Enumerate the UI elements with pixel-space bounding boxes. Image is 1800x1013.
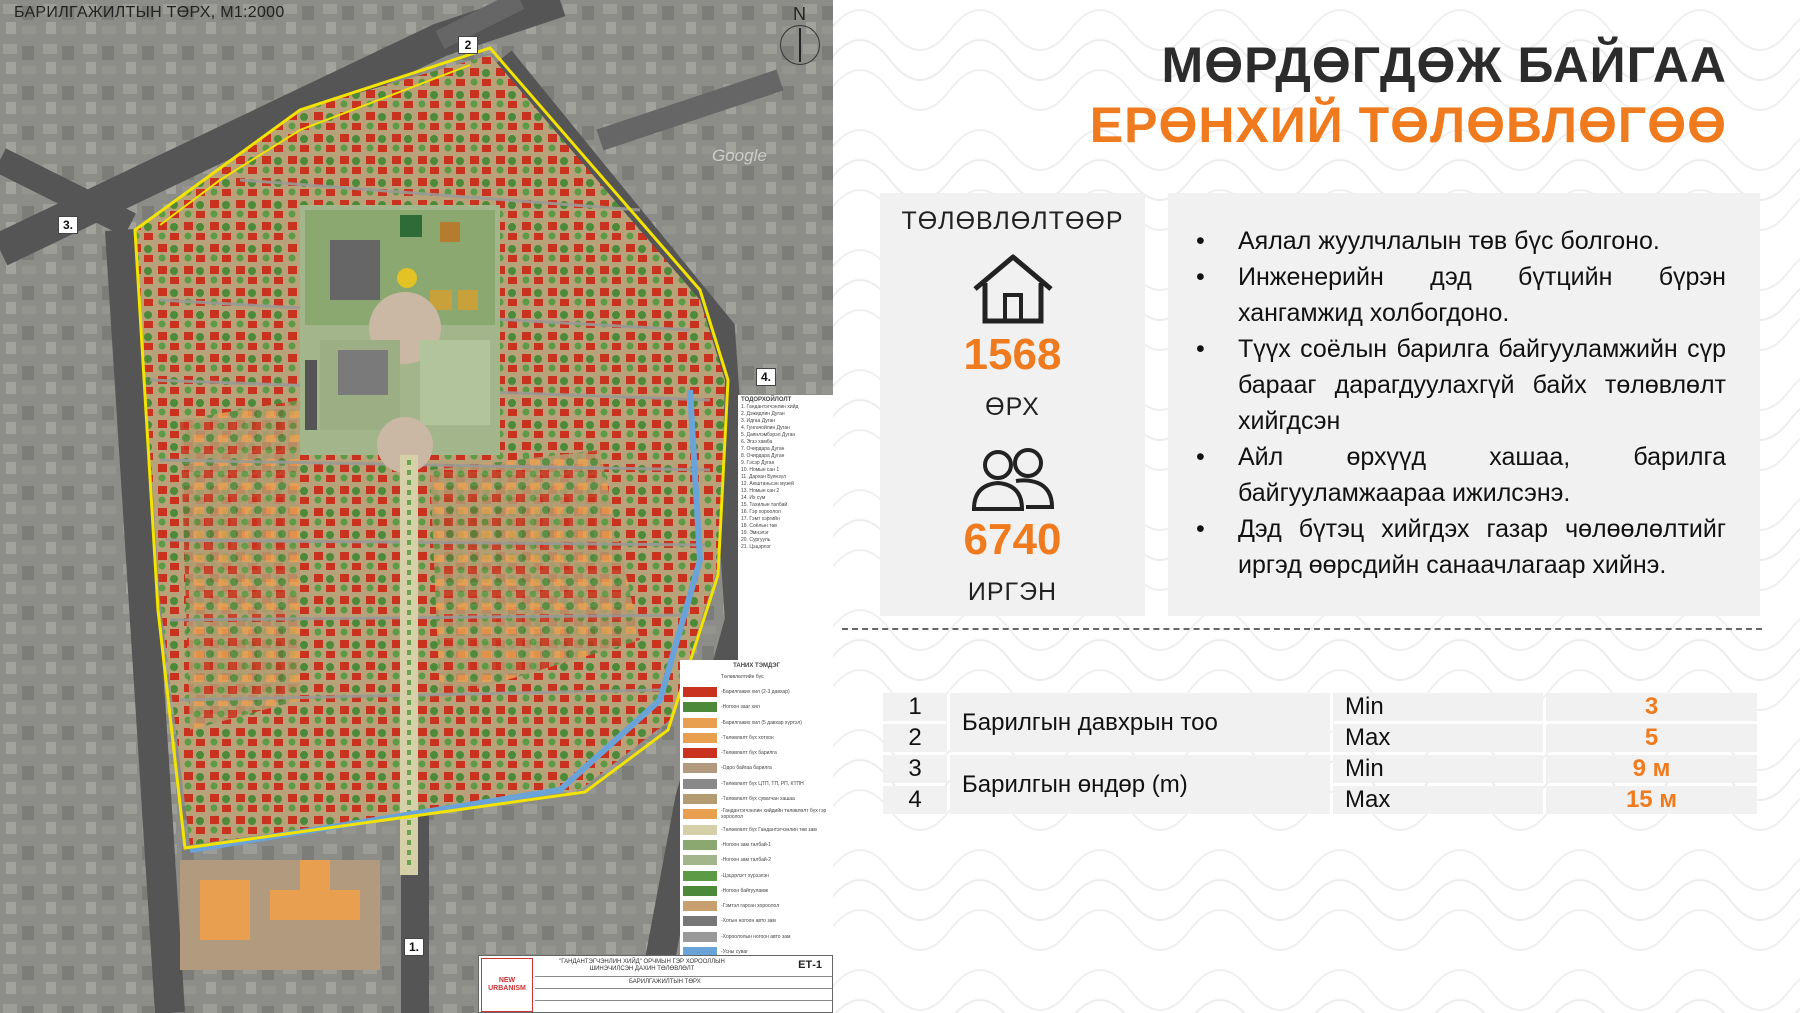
legend-list-item: 1. Гандантэгчэнлин хийд xyxy=(741,404,799,410)
legend-symbol-label: -Гэмтэл гарсан хороолол xyxy=(721,903,780,910)
households-label: ӨРХ xyxy=(985,393,1040,421)
legend-list-item: 13. Номын сан 2 xyxy=(741,488,780,494)
households-value: 1568 xyxy=(963,330,1062,379)
bound-label: Min xyxy=(1333,693,1543,721)
legend-swatch xyxy=(683,763,717,773)
legend-swatch xyxy=(683,901,717,911)
legend-swatch xyxy=(683,672,717,682)
legend-list-heading: ТОДОРХОЙЛОЛТ xyxy=(741,397,792,403)
legend-list-item: 15. Тахилын талбай xyxy=(741,502,788,508)
drawing-title-block xyxy=(478,955,833,1013)
legend-symbol-label: -Одоо байгаа барилга xyxy=(721,765,772,772)
legend-symbol-label: -Төлөвлөлт бүх барилга xyxy=(721,750,777,757)
legend-symbol-row xyxy=(683,807,830,822)
legend-symbol-label: -Төлөвлөлт бүх хотхон xyxy=(721,734,774,741)
legend-swatch xyxy=(683,702,717,712)
headline-line-1: МӨРДӨГДӨЖ БАЙГАА xyxy=(1161,37,1727,93)
legend-symbols xyxy=(680,660,833,955)
legend-swatch xyxy=(683,809,717,819)
road-label-1: 1. xyxy=(404,938,424,956)
legend-list-item: 4. Гунгачойлин Дуган xyxy=(741,425,790,431)
legend-symbol-row xyxy=(683,761,830,776)
legend-list-item: 8. Очирдара Дуган xyxy=(741,453,785,459)
legend-symbol-row xyxy=(683,822,830,837)
legend-swatch xyxy=(683,687,717,697)
legend-symbol-row xyxy=(683,898,830,913)
legend-symbol-row xyxy=(683,837,830,852)
site-plan-map xyxy=(0,0,833,1013)
compass-icon xyxy=(780,25,820,65)
building-spec-table xyxy=(880,690,1760,817)
headline-line-2: ЕРӨНХИЙ ТӨЛӨВЛӨГӨӨ xyxy=(1089,97,1727,153)
legend-symbol-row xyxy=(683,730,830,745)
bound-value: 3 xyxy=(1546,693,1757,721)
plan-note: • Айл өрхүүд хашаа, барилга байгууламжаараа ижилсэнэ. xyxy=(1196,439,1726,511)
legend-list-item: 9. Гэсэр Дуган xyxy=(741,460,775,466)
legend-symbol-label: -Цэцэрлэгт хүрээлэн xyxy=(721,872,769,879)
legend-symbol-label: -Төлөвлөлт бүх Гандантэгчэнлин төв зам xyxy=(721,826,817,833)
legend-list-items xyxy=(741,404,830,551)
legend-symbols-heading: ТАНИХ ТЭМДЭГ xyxy=(733,663,780,669)
north-arrow-label: N xyxy=(793,4,806,24)
section-divider xyxy=(842,628,1762,630)
planning-stats-panel xyxy=(880,193,1145,616)
legend-symbol-row xyxy=(683,791,830,806)
legend-list-item: 2. Дэжидлин Дуган xyxy=(741,411,785,417)
legend-symbol-label: -Хороололын ногоон авто зам xyxy=(721,933,791,940)
legend-swatch xyxy=(683,932,717,942)
legend-list-item: 7. Очирдара Дуган xyxy=(741,446,785,452)
legend-list-item: 18. Соёлын төв xyxy=(741,523,777,529)
legend-symbol-row xyxy=(683,868,830,883)
legend-symbol-rows xyxy=(683,669,830,960)
parameter-name: Барилгын давхрын тоо xyxy=(950,693,1330,752)
legend-list-item: 6. Эгзэ хамба xyxy=(741,439,773,445)
row-number: 3 xyxy=(883,755,947,783)
legend-swatch xyxy=(683,871,717,881)
legend-symbol-label: Төлөвлөлтийн бүс xyxy=(721,673,764,680)
legend-list-item: 11. Дархан Буянзүл xyxy=(741,474,787,480)
legend-symbol-row xyxy=(683,669,830,684)
table-row xyxy=(883,755,1757,783)
legend-symbol-row xyxy=(683,776,830,791)
legend-symbol-row xyxy=(683,914,830,929)
legend-list-item: 20. Сургууль xyxy=(741,537,771,543)
legend-list-item: 3. Идгаа Дуган xyxy=(741,418,775,424)
legend-symbol-row xyxy=(683,853,830,868)
legend-swatch xyxy=(683,748,717,758)
road-label-2: 2 xyxy=(458,36,478,54)
legend-symbol-label: -Барилгажих хил (5 давхар хүртэл) xyxy=(721,719,802,726)
legend-swatch xyxy=(683,794,717,804)
legend-symbol-label: -Усны суваг xyxy=(721,948,748,955)
legend-swatch xyxy=(683,855,717,865)
road-label-4: 4. xyxy=(756,368,776,386)
legend-list-item: 17. Гэмт хэргийн xyxy=(741,516,780,522)
legend-swatch xyxy=(683,733,717,743)
bound-value: 9 м xyxy=(1546,755,1757,783)
legend-swatch xyxy=(683,779,717,789)
legend-symbol-label: -Гандантэгчэнлин хийдийн төлөвлөлт бүх гэр хороолол xyxy=(721,808,827,821)
plan-note: • Аялал жуулчлалын төв бүс болгоно. xyxy=(1196,223,1726,259)
table-row xyxy=(883,693,1757,721)
plan-note: • Инженерийн дэд бүтцийн бүрэн хангамжид холбогдоно. xyxy=(1196,259,1726,331)
bound-label: Max xyxy=(1333,786,1543,814)
legend-symbol-row xyxy=(683,745,830,760)
legend-symbol-label: -Ногоон байгууламж xyxy=(721,887,768,894)
residents-value: 6740 xyxy=(963,515,1062,564)
row-number: 1 xyxy=(883,693,947,721)
legend-list-item: 14. Их сүм xyxy=(741,495,766,501)
bound-value: 15 м xyxy=(1546,786,1757,814)
people-icon xyxy=(968,445,1058,513)
legend-symbol-row xyxy=(683,883,830,898)
map-title: БАРИЛГАЖИЛТЫН ТӨРХ, M1:2000 xyxy=(14,4,285,21)
stats-heading: ТӨЛӨВЛӨЛТӨӨР xyxy=(901,207,1124,235)
legend-swatch xyxy=(683,840,717,850)
bound-value: 5 xyxy=(1546,724,1757,752)
house-icon xyxy=(971,253,1055,325)
legend-symbol-label: -Ногоон зааг хил xyxy=(721,704,760,711)
legend-symbol-row xyxy=(683,700,830,715)
legend-list-item: 5. Даянлэмбэрэл Дуган xyxy=(741,432,796,438)
bound-label: Min xyxy=(1333,755,1543,783)
legend-list xyxy=(738,395,833,660)
legend-symbol-row xyxy=(683,715,830,730)
plan-note: • Дэд бүтэц хийгдэх газар чөлөөлөлтийг иргэд өөрсдийн санаачлагаар хийнэ. xyxy=(1196,511,1726,583)
legend-list-item: 12. Аюштаньсэн музей xyxy=(741,481,794,487)
legend-symbol-label: -Төлөвлөлт бүх ЦТП, ТП, РП, КТПН xyxy=(721,780,804,787)
legend-list-item: 19. Эмнэлэг xyxy=(741,530,769,536)
bound-label: Max xyxy=(1333,724,1543,752)
firm-logo: NEW URBANISM xyxy=(481,958,533,1012)
legend-symbol-row xyxy=(683,929,830,944)
map-watermark: Google xyxy=(712,146,767,165)
plan-notes-panel xyxy=(1168,193,1760,616)
legend-swatch xyxy=(683,825,717,835)
legend-list-item: 10. Номын сан 1 xyxy=(741,467,780,473)
title-block-sheet-code: ЕТ-1 xyxy=(798,959,822,971)
legend-symbol-label: -Барилгажих хил (2-3 давхар) xyxy=(721,688,790,695)
legend-symbol-row xyxy=(683,684,830,699)
title-block-project: "ГАНДАНТЭГЧЭНЛИН ХИЙД" ОРЧМЫН ГЭР ХОРООЛЛЫН ШИНЭЧИЛСЭН ДАХИН ТӨЛӨВЛӨЛТ xyxy=(559,959,725,972)
row-number: 2 xyxy=(883,724,947,752)
legend-symbol-label: -Ногоон зам талбай-2 xyxy=(721,857,772,864)
legend-symbol-label: -Хотын ногоон авто зам xyxy=(721,918,776,925)
legend-swatch xyxy=(683,886,717,896)
legend-symbol-label: -Ногоон зам талбай-1 xyxy=(721,841,772,848)
legend-swatch xyxy=(683,916,717,926)
legend-list-item: 16. Гэр хороолол xyxy=(741,509,781,515)
road-label-3: 3. xyxy=(58,216,78,234)
legend-swatch xyxy=(683,718,717,728)
title-block-sheet-name: БАРИЛГАЖИЛТЫН ТӨРХ xyxy=(629,979,701,985)
legend-list-item: 21. Цэцэрлэг xyxy=(741,544,771,550)
parameter-name: Барилгын өндөр (m) xyxy=(950,755,1330,814)
plan-notes-list xyxy=(1196,223,1726,583)
plan-note: • Түүх соёлын барилга байгууламжийн сүр барааг дарагдуулахгүй байх төлөвлөлт хийгдсэн xyxy=(1196,331,1726,439)
row-number: 4 xyxy=(883,786,947,814)
legend-symbol-label: -Төлөвлөлт бүх сувагчан хашаа xyxy=(721,796,795,803)
residents-label: ИРГЭН xyxy=(967,578,1058,606)
